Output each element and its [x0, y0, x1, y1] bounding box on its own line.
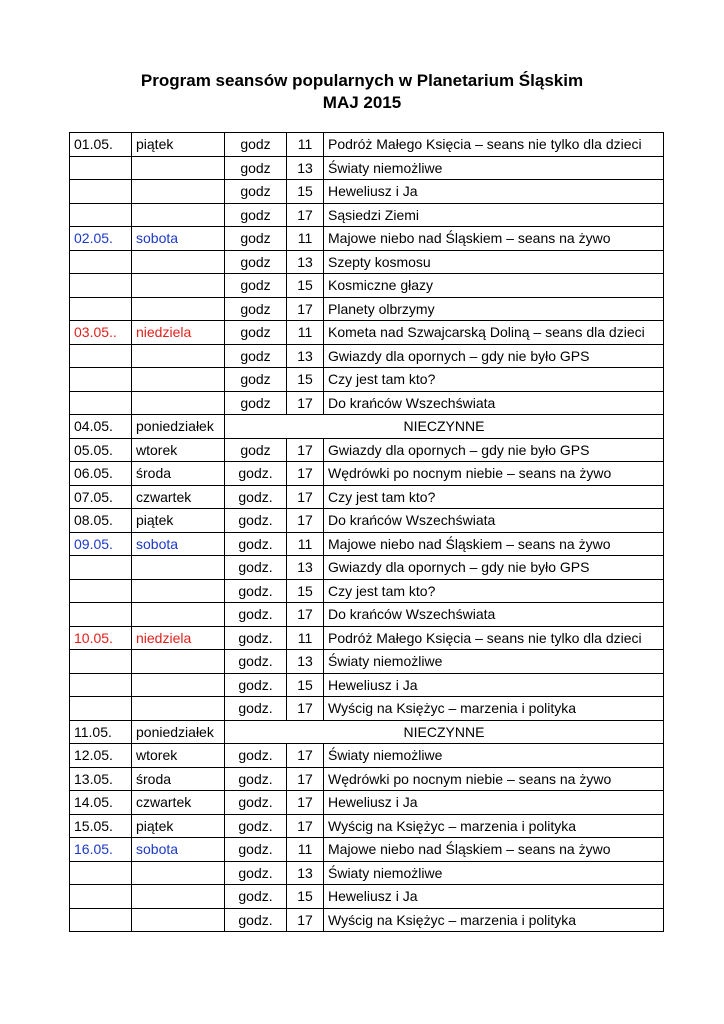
page-subtitle-month: MAJ 2015: [322, 93, 402, 112]
date-cell: 14.05.: [70, 791, 132, 815]
weekday-cell: piątek: [132, 814, 225, 838]
table-row: [70, 297, 664, 321]
godz-cell: godz: [225, 391, 287, 415]
date-cell: 04.05.: [70, 415, 132, 439]
table-row: [70, 391, 664, 415]
weekday-cell: wtorek: [132, 438, 225, 462]
weekday-cell: [132, 156, 225, 180]
weekday-cell: sobota: [132, 227, 225, 251]
weekday-cell: poniedziałek: [132, 415, 225, 439]
hour-cell: 15: [287, 579, 324, 603]
hour-cell: 11: [287, 133, 324, 157]
godz-cell: godz.: [225, 767, 287, 791]
godz-cell: godz: [225, 297, 287, 321]
table-row: [70, 438, 664, 462]
show-title-cell: Majowe niebo nad Śląskiem – seans na żywo: [324, 227, 664, 251]
godz-cell: godz: [225, 203, 287, 227]
godz-cell: godz.: [225, 603, 287, 627]
weekday-cell: [132, 650, 225, 674]
godz-cell: godz.: [225, 861, 287, 885]
show-title-cell: Heweliusz i Ja: [324, 791, 664, 815]
godz-cell: godz: [225, 180, 287, 204]
date-cell: 13.05.: [70, 767, 132, 791]
date-cell: 10.05.: [70, 626, 132, 650]
date-cell: [70, 297, 132, 321]
godz-cell: godz.: [225, 579, 287, 603]
hour-cell: 17: [287, 814, 324, 838]
date-cell: [70, 344, 132, 368]
godz-cell: godz.: [225, 885, 287, 909]
show-title-cell: Heweliusz i Ja: [324, 673, 664, 697]
date-cell: [70, 603, 132, 627]
table-row: [70, 720, 664, 744]
weekday-cell: czwartek: [132, 791, 225, 815]
godz-cell: godz.: [225, 697, 287, 721]
show-title-cell: Kosmiczne głazy: [324, 274, 664, 298]
show-title-cell: Podróż Małego Księcia – seans nie tylko dla dzieci: [324, 626, 664, 650]
show-title-cell: Kometa nad Szwajcarską Doliną – seans dla dzieci: [324, 321, 664, 345]
date-cell: [70, 368, 132, 392]
godz-cell: godz: [225, 368, 287, 392]
date-cell: [70, 274, 132, 298]
show-title-cell: Gwiazdy dla opornych – gdy nie było GPS: [324, 556, 664, 580]
godz-cell: godz.: [225, 673, 287, 697]
hour-cell: 17: [287, 462, 324, 486]
show-title-cell: Światy niemożliwe: [324, 156, 664, 180]
weekday-cell: [132, 368, 225, 392]
table-row: [70, 509, 664, 533]
show-title-cell: Do krańców Wszechświata: [324, 509, 664, 533]
godz-cell: godz: [225, 344, 287, 368]
weekday-cell: [132, 697, 225, 721]
weekday-cell: piątek: [132, 133, 225, 157]
table-row: [70, 908, 664, 932]
show-title-cell: Majowe niebo nad Śląskiem – seans na żywo: [324, 838, 664, 862]
table-row: [70, 133, 664, 157]
weekday-cell: [132, 885, 225, 909]
date-cell: [70, 579, 132, 603]
hour-cell: 17: [287, 297, 324, 321]
show-title-cell: Gwiazdy dla opornych – gdy nie było GPS: [324, 344, 664, 368]
weekday-cell: piątek: [132, 509, 225, 533]
table-row: [70, 156, 664, 180]
table-row: [70, 603, 664, 627]
table-row: [70, 673, 664, 697]
date-cell: 12.05.: [70, 744, 132, 768]
weekday-cell: [132, 250, 225, 274]
show-title-cell: Czy jest tam kto?: [324, 579, 664, 603]
godz-cell: godz.: [225, 814, 287, 838]
date-cell: [70, 885, 132, 909]
weekday-cell: [132, 180, 225, 204]
hour-cell: 17: [287, 908, 324, 932]
hour-cell: 11: [287, 838, 324, 862]
hour-cell: 17: [287, 744, 324, 768]
weekday-cell: [132, 579, 225, 603]
hour-cell: 11: [287, 321, 324, 345]
table-row: [70, 485, 664, 509]
date-cell: [70, 180, 132, 204]
hour-cell: 17: [287, 485, 324, 509]
hour-cell: 15: [287, 885, 324, 909]
hour-cell: 11: [287, 227, 324, 251]
weekday-cell: czwartek: [132, 485, 225, 509]
show-title-cell: Wędrówki po nocnym niebie – seans na żywo: [324, 767, 664, 791]
godz-cell: godz: [225, 250, 287, 274]
weekday-cell: [132, 861, 225, 885]
show-title-cell: Światy niemożliwe: [324, 650, 664, 674]
table-row: [70, 203, 664, 227]
weekday-cell: [132, 203, 225, 227]
show-title-cell: Szepty kosmosu: [324, 250, 664, 274]
date-cell: 16.05.: [70, 838, 132, 862]
weekday-cell: niedziela: [132, 321, 225, 345]
hour-cell: 15: [287, 368, 324, 392]
weekday-cell: środa: [132, 462, 225, 486]
hour-cell: 17: [287, 767, 324, 791]
godz-cell: godz: [225, 438, 287, 462]
table-row: [70, 462, 664, 486]
godz-cell: godz: [225, 321, 287, 345]
godz-cell: godz: [225, 227, 287, 251]
weekday-cell: [132, 603, 225, 627]
hour-cell: 13: [287, 650, 324, 674]
show-title-cell: Wędrówki po nocnym niebie – seans na żywo: [324, 462, 664, 486]
hour-cell: 17: [287, 509, 324, 533]
hour-cell: 13: [287, 556, 324, 580]
table-row: [70, 767, 664, 791]
show-title-cell: Do krańców Wszechświata: [324, 391, 664, 415]
date-cell: 15.05.: [70, 814, 132, 838]
hour-cell: 17: [287, 438, 324, 462]
date-cell: 05.05.: [70, 438, 132, 462]
show-title-cell: Czy jest tam kto?: [324, 485, 664, 509]
show-title-cell: Wyścig na Księżyc – marzenia i polityka: [324, 814, 664, 838]
table-row: [70, 697, 664, 721]
date-cell: 08.05.: [70, 509, 132, 533]
show-title-cell: Gwiazdy dla opornych – gdy nie było GPS: [324, 438, 664, 462]
weekday-cell: niedziela: [132, 626, 225, 650]
show-title-cell: Czy jest tam kto?: [324, 368, 664, 392]
show-title-cell: Wyścig na Księżyc – marzenia i polityka: [324, 908, 664, 932]
table-row: [70, 744, 664, 768]
hour-cell: 17: [287, 603, 324, 627]
table-row: [70, 791, 664, 815]
hour-cell: 15: [287, 274, 324, 298]
date-cell: [70, 391, 132, 415]
date-cell: 09.05.: [70, 532, 132, 556]
table-row: [70, 321, 664, 345]
table-row: [70, 814, 664, 838]
table-row: [70, 415, 664, 439]
show-title-cell: Planety olbrzymy: [324, 297, 664, 321]
hour-cell: 13: [287, 156, 324, 180]
godz-cell: godz.: [225, 650, 287, 674]
godz-cell: godz.: [225, 532, 287, 556]
date-cell: [70, 650, 132, 674]
date-cell: [70, 556, 132, 580]
weekday-cell: [132, 274, 225, 298]
hour-cell: 17: [287, 791, 324, 815]
table-row: [70, 368, 664, 392]
table-row: [70, 274, 664, 298]
table-row: [70, 556, 664, 580]
show-title-cell: Światy niemożliwe: [324, 744, 664, 768]
show-title-cell: Heweliusz i Ja: [324, 885, 664, 909]
table-row: [70, 838, 664, 862]
weekday-cell: wtorek: [132, 744, 225, 768]
show-title-cell: Majowe niebo nad Śląskiem – seans na żywo: [324, 532, 664, 556]
weekday-cell: sobota: [132, 838, 225, 862]
date-cell: [70, 203, 132, 227]
hour-cell: 17: [287, 391, 324, 415]
date-cell: 11.05.: [70, 720, 132, 744]
godz-cell: godz.: [225, 838, 287, 862]
date-cell: [70, 156, 132, 180]
hour-cell: 17: [287, 697, 324, 721]
hour-cell: 11: [287, 626, 324, 650]
show-title-cell: Wyścig na Księżyc – marzenia i polityka: [324, 697, 664, 721]
table-row: [70, 626, 664, 650]
show-title-cell: Sąsiedzi Ziemi: [324, 203, 664, 227]
table-row: [70, 579, 664, 603]
table-row: [70, 250, 664, 274]
godz-cell: godz.: [225, 556, 287, 580]
table-row: [70, 227, 664, 251]
schedule-table: [69, 132, 664, 932]
date-cell: 07.05.: [70, 485, 132, 509]
weekday-cell: [132, 297, 225, 321]
closed-cell: NIECZYNNE: [225, 720, 664, 744]
date-cell: [70, 697, 132, 721]
schedule-table-body: [70, 133, 664, 932]
godz-cell: godz: [225, 274, 287, 298]
table-row: [70, 861, 664, 885]
godz-cell: godz: [225, 156, 287, 180]
date-cell: 03.05..: [70, 321, 132, 345]
weekday-cell: środa: [132, 767, 225, 791]
date-cell: [70, 673, 132, 697]
show-title-cell: Światy niemożliwe: [324, 861, 664, 885]
weekday-cell: poniedziałek: [132, 720, 225, 744]
weekday-cell: [132, 556, 225, 580]
date-cell: 01.05.: [70, 133, 132, 157]
date-cell: [70, 908, 132, 932]
closed-cell: NIECZYNNE: [225, 415, 664, 439]
weekday-cell: [132, 908, 225, 932]
weekday-cell: [132, 391, 225, 415]
show-title-cell: Podróż Małego Księcia – seans nie tylko dla dzieci: [324, 133, 664, 157]
godz-cell: godz.: [225, 509, 287, 533]
table-row: [70, 344, 664, 368]
hour-cell: 17: [287, 203, 324, 227]
godz-cell: godz.: [225, 744, 287, 768]
table-row: [70, 885, 664, 909]
show-title-cell: Do krańców Wszechświata: [324, 603, 664, 627]
date-cell: [70, 861, 132, 885]
godz-cell: godz.: [225, 908, 287, 932]
show-title-cell: Heweliusz i Ja: [324, 180, 664, 204]
godz-cell: godz.: [225, 485, 287, 509]
hour-cell: 13: [287, 344, 324, 368]
godz-cell: godz: [225, 133, 287, 157]
hour-cell: 15: [287, 180, 324, 204]
godz-cell: godz.: [225, 626, 287, 650]
table-row: [70, 650, 664, 674]
date-cell: 02.05.: [70, 227, 132, 251]
hour-cell: 11: [287, 532, 324, 556]
table-row: [70, 180, 664, 204]
hour-cell: 15: [287, 673, 324, 697]
godz-cell: godz.: [225, 462, 287, 486]
hour-cell: 13: [287, 250, 324, 274]
godz-cell: godz.: [225, 791, 287, 815]
table-row: [70, 532, 664, 556]
date-cell: [70, 250, 132, 274]
hour-cell: 13: [287, 861, 324, 885]
weekday-cell: [132, 344, 225, 368]
date-cell: 06.05.: [70, 462, 132, 486]
weekday-cell: sobota: [132, 532, 225, 556]
page-title: Program seansów popularnych w Planetarium Śląskim: [140, 71, 584, 90]
weekday-cell: [132, 673, 225, 697]
